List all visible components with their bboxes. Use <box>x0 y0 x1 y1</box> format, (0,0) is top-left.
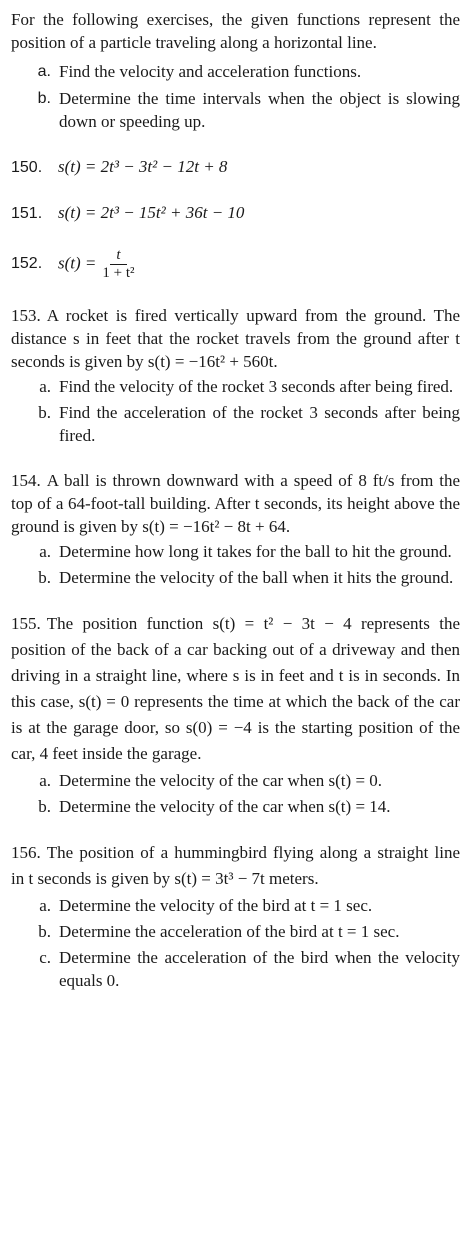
sub-list <box>11 769 460 818</box>
exercise-151 <box>11 201 460 225</box>
sub-list <box>11 894 460 992</box>
item-marker: b. <box>38 568 51 587</box>
sub-list <box>11 540 460 589</box>
exercise-number: 156. <box>11 843 41 862</box>
exercise-text: A ball is thrown downward with a speed of 8 ft/s from the top of a 64-foot-tall building. After t seconds, its height above the ground is given by s(t) = −16t² − 8t + 64. <box>11 471 460 536</box>
function-expr: 2t³ − 15t² + 36t − 10 <box>100 203 245 222</box>
intro-list <box>11 60 460 133</box>
item-text: Find the acceleration of the rocket 3 seconds after being fired. <box>59 403 460 445</box>
exercise-155 <box>11 611 460 818</box>
item-text: Determine the acceleration of the bird when the velocity equals 0. <box>59 948 460 990</box>
list-item <box>11 769 460 792</box>
exercise-number: 151. <box>11 205 43 222</box>
item-text: Determine the velocity of the car when s(t) = 0. <box>59 771 383 790</box>
exercise-number: 154. <box>11 471 41 490</box>
item-marker: a. <box>39 377 51 396</box>
list-item <box>11 795 460 818</box>
sub-list <box>11 375 460 447</box>
item-marker: b. <box>38 797 51 816</box>
intro-item-b <box>11 87 460 133</box>
item-marker: a. <box>39 771 51 790</box>
exercise-150 <box>11 155 460 179</box>
fraction-numerator: t <box>110 247 126 265</box>
item-text: Determine the velocity of the car when s(t) = 14. <box>59 797 391 816</box>
item-marker: b. <box>38 403 51 422</box>
list-item <box>11 401 460 447</box>
item-marker: a. <box>39 896 51 915</box>
exercise-text: A rocket is fired vertically upward from the ground. The distance s in feet that the rocket travels from the ground after t seconds is given by s(t) = −16t² + 560t. <box>11 306 460 371</box>
item-marker: a. <box>39 542 51 561</box>
exercise-number: 150. <box>11 159 43 176</box>
item-text: Determine the time intervals when the object is slowing down or speeding up. <box>59 89 460 131</box>
item-marker: b. <box>38 922 51 941</box>
item-marker: a. <box>37 63 51 80</box>
list-item <box>11 375 460 398</box>
exercise-number: 153. <box>11 306 41 325</box>
fraction <box>100 247 136 282</box>
exercise-156 <box>11 840 460 992</box>
list-item <box>11 566 460 589</box>
exercise-text: The position function s(t) = t² − 3t − 4 represents the position of the back of a car backing out of a driveway and then driving in a straight line, where s is in feet and t is in seconds. In this case, s(t) = 0 represents the time at which the back of the car is at the garage door, so s(0) = −4 is the starting position of the car, 4 feet inside the garage. <box>11 614 460 763</box>
item-text: Determine the velocity of the bird at t = 1 sec. <box>59 896 373 915</box>
fraction-denominator: 1 + t² <box>102 265 135 281</box>
function-expr: 2t³ − 3t² − 12t + 8 <box>100 157 228 176</box>
item-text: Determine the velocity of the ball when it hits the ground. <box>59 568 454 587</box>
item-marker: b. <box>37 90 51 107</box>
intro-item-a <box>11 60 460 83</box>
exercise-number: 152. <box>11 255 43 273</box>
list-item <box>11 894 460 917</box>
exercise-153 <box>11 304 460 447</box>
list-item <box>11 920 460 943</box>
item-text: Determine the acceleration of the bird at t = 1 sec. <box>59 922 400 941</box>
item-text: Determine how long it takes for the ball to hit the ground. <box>59 542 452 561</box>
item-marker: c. <box>39 948 51 967</box>
item-text: Find the velocity of the rocket 3 seconds after being fired. <box>59 377 454 396</box>
exercise-152 <box>11 247 460 282</box>
intro-text: For the following exercises, the given functions represent the position of a particle traveling along a horizontal line. <box>11 10 460 52</box>
function-lhs: s(t) = <box>58 253 97 273</box>
item-text: Find the velocity and acceleration functions. <box>59 62 362 81</box>
exercise-number: 155. <box>11 614 41 633</box>
function-lhs: s(t) = <box>58 157 101 176</box>
list-item <box>11 540 460 563</box>
list-item <box>11 946 460 992</box>
function-lhs: s(t) = <box>58 203 101 222</box>
exercise-154 <box>11 469 460 589</box>
exercise-text: The position of a hummingbird flying along a straight line in t seconds is given by s(t) = 3t³ − 7t meters. <box>11 843 460 888</box>
